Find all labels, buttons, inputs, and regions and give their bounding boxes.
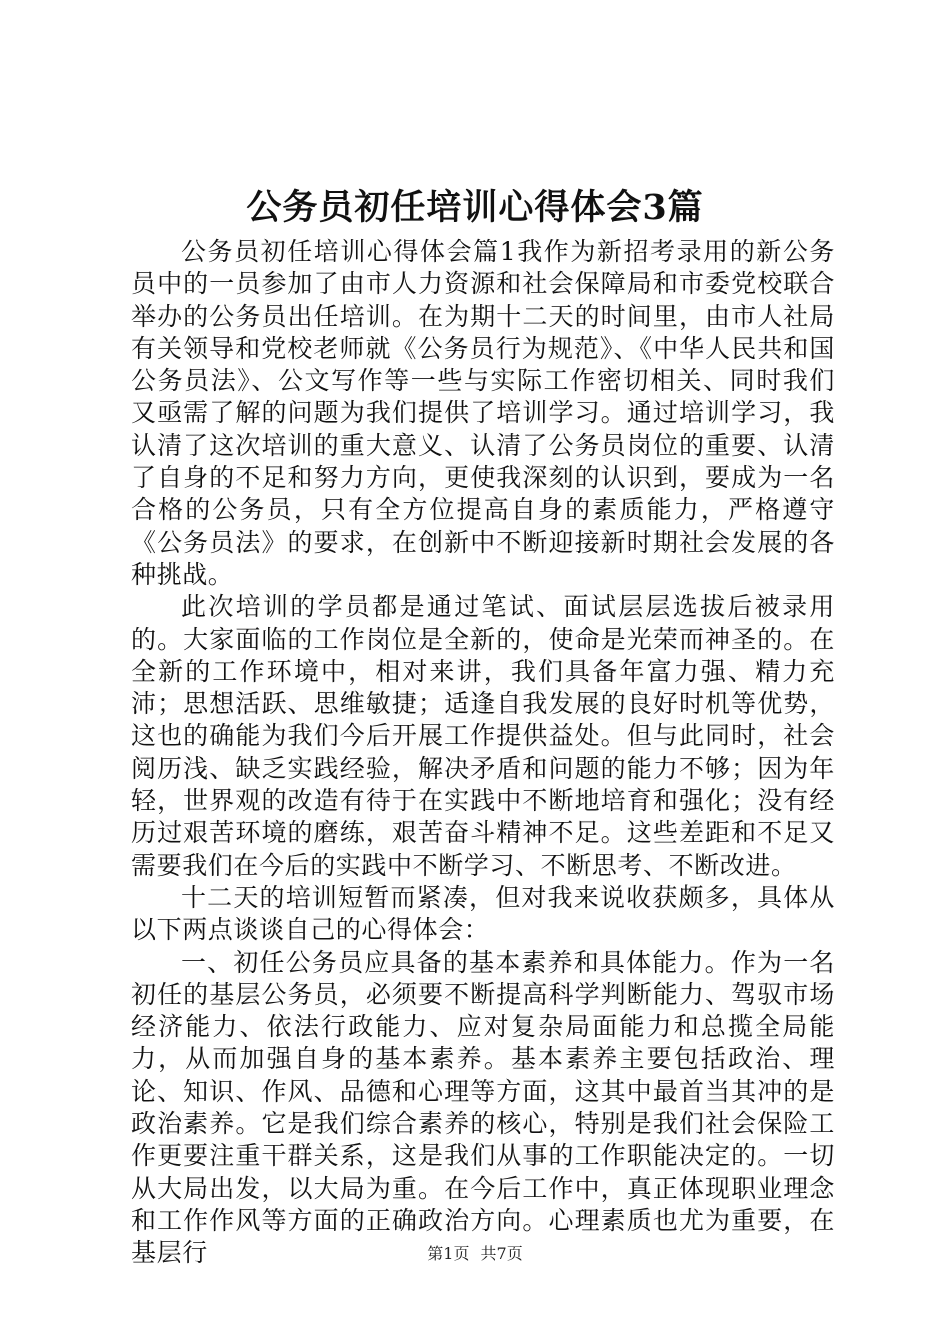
document-title: 公务员初任培训心得体会3篇 [246, 187, 704, 228]
paragraph: 一、初任公务员应具备的基本素养和具体能力。作为一名初任的基层公务员，必须要不断提高科学判断能力、驾驭市场经济能力、依法行政能力、应对复杂局面能力和总揽全局能力，从而加强自身的基本素养。基本素养主要包括政治、理论、知识、作风、品德和心理等方面，这其中最首当其冲的是政治素养。它是我们综合素养的核心，特别是我们社会保险工作更要注重干群关系，这是我们从事的工作职能决定的。一切从大局出发，以大局为重。在今后工作中，真正体现职业理念和工作作风等方面的正确政治方向。心理素质也尤为重要，在基层行 [131, 947, 835, 1268]
page-number-total: 共7页 [480, 1244, 523, 1263]
paragraph: 公务员初任培训心得体会篇1我作为新招考录用的新公务员中的一员参加了由市人力资源和社会保障局和市委党校联合举办的公务员出任培训。在为期十二天的时间里，由市人社局有关领导和党校老师就《公务员行为规范》、《中华人民共和国公务员法》、公文写作等一些与实际工作密切相关、同时我们又亟需了解的问题为我们提供了培训学习。通过培训学习，我认清了这次培训的重大意义、认清了公务员岗位的重要、认清了自身的不足和努力方向，更使我深刻的认识到，要成为一名合格的公务员，只有全方位提高自身的素质能力，严格遵守《公务员法》的要求，在创新中不断迎接新时期社会发展的各种挑战。 [131, 237, 835, 589]
document-body [131, 236, 835, 1270]
paragraph: 此次培训的学员都是通过笔试、面试层层选拔后被录用的。大家面临的工作岗位是全新的，使命是光荣而神圣的。在全新的工作环境中，相对来讲，我们具备年富力强、精力充沛；思想活跃、思维敏捷；适逢自我发展的良好时机等优势，这也的确能为我们今后开展工作提供益处。但与此同时，社会阅历浅、缺乏实践经验，解决矛盾和问题的能力不够；因为年轻，世界观的改造有待于在实践中不断地培育和强化；没有经历过艰苦环境的磨练，艰苦奋斗精神不足。这些差距和不足又需要我们在今后的实践中不断学习、不断思考、不断改进。 [131, 592, 835, 880]
page-number-current: 第1页 [427, 1244, 470, 1263]
page-footer [0, 1243, 950, 1265]
paragraph: 十二天的培训短暂而紧凑，但对我来说收获颇多，具体从以下两点谈谈自己的心得体会： [131, 882, 835, 945]
